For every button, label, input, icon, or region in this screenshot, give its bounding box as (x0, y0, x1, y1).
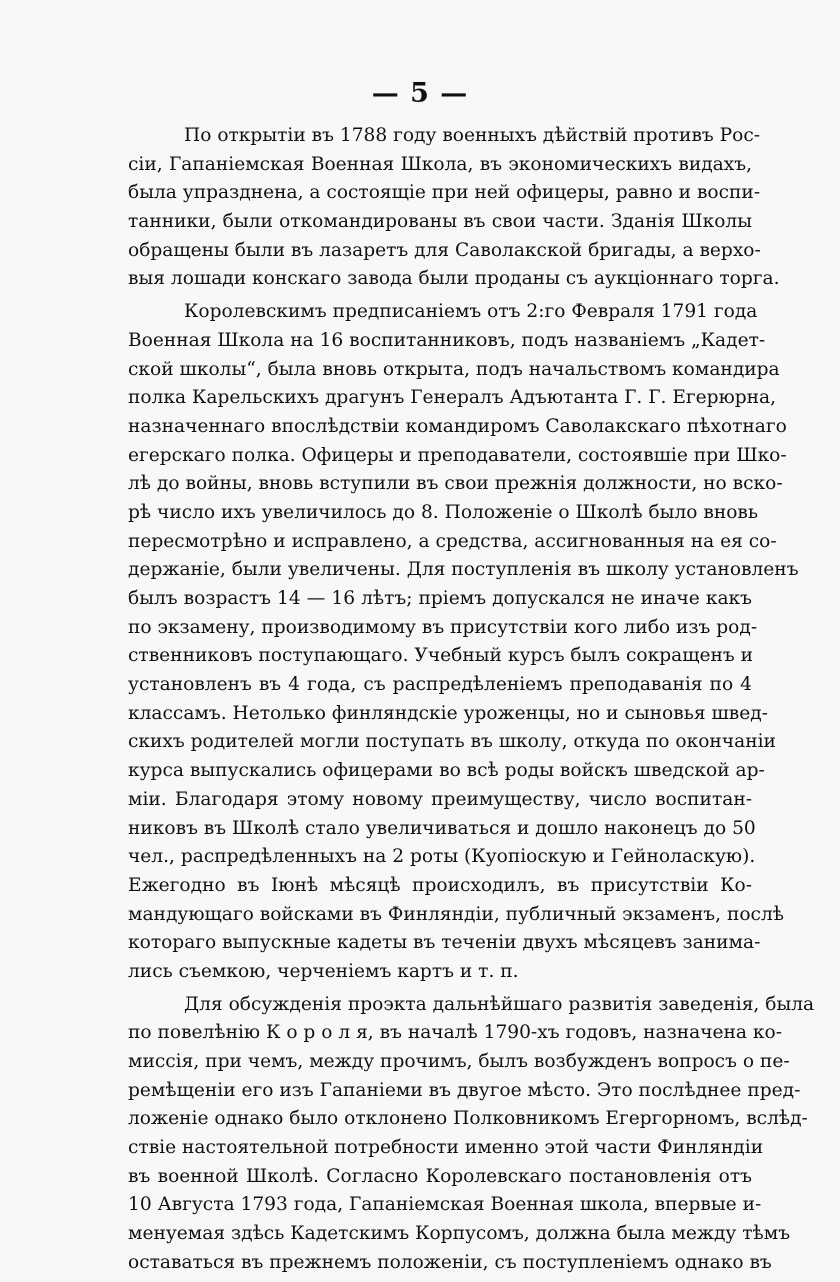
text-line: лѣ до войны, вновь вступили въ свои прежнія должности, но вско- (128, 473, 783, 495)
text-line: въ военной Школѣ. Согласно Королевскаго постановленія отъ (128, 1165, 752, 1187)
text-line: была упразднена, а состоящіе при ней офицеры, равно и воспи- (128, 182, 761, 204)
text-line: Королевскимъ предписаніемъ отъ 2:го Февраля 1791 года (184, 301, 758, 323)
text-line: мандующаго войсками въ Финляндіи, публичный экзаменъ, послѣ (128, 903, 784, 925)
paragraph-1 (128, 122, 780, 294)
text-line: по повелѣнію К о р о л я, въ началѣ 1790-хъ годовъ, назначена ко- (128, 1022, 783, 1044)
text-line: былъ возрастъ 14 — 16 лѣтъ; пріемъ допускался не иначе какъ (128, 588, 752, 609)
text-line: чел., распредѣленныхъ на 2 роты (Куопіоскую и Гейноласкую). (128, 846, 756, 868)
text-line: миссія, при чемъ, между прочимъ, былъ возбужденъ вопросъ о пе- (128, 1051, 790, 1072)
text-line: рѣ число ихъ увеличилось до 8. Положеніе о Школѣ было вновь (128, 501, 759, 523)
text-line: егерскаго полка. Офицеры и преподаватели, состоявшіе при Шко- (128, 444, 787, 466)
text-line: выя лошади конскаго завода были проданы съ аукціоннаго торга. (128, 268, 780, 290)
text-line: классамъ. Нетолько финляндскіе уроженцы, но и сыновья швед- (128, 702, 768, 724)
text-line: ственниковъ поступающаго. Учебный курсъ былъ сокращенъ и (128, 645, 754, 667)
text-line: скихъ родителей могли поступать въ школу, откуда по окончаніи (128, 731, 776, 753)
text-line: полка Карельскихъ драгунъ Генералъ Адъютанта Г. Г. Егерюрна, (128, 387, 777, 409)
text-line: установленъ въ 4 года, съ распредѣленіемъ преподаванія по 4 (128, 674, 752, 696)
text-line: По открытіи въ 1788 году военныхъ дѣйствій противъ Рос- (184, 125, 761, 146)
paragraph-3 (128, 991, 815, 1278)
page-number: — 5 — (371, 78, 469, 109)
text-line: ствіе настоятельной потребности именно этой части Финляндіи (128, 1137, 764, 1159)
text-line: ремѣщеніи его изъ Гапаніеми въ двугое мѣсто. Это послѣднее пред- (128, 1079, 801, 1101)
text-line: лись съемкою, черченіемъ картъ и т. п. (128, 960, 519, 982)
text-line: міи. Благодаря этому новому преимуществу, число воспитан- (128, 788, 752, 810)
text-line: сіи, Гапаніемская Военная Школа, въ экономическихъ видахъ, (128, 153, 752, 175)
text-line: оставаться въ прежнемъ положеніи, съ поступленіемъ однако въ (128, 1251, 772, 1273)
text-line: назначеннаго впослѣдствіи командиромъ Саволакскаго пѣхотнаго (128, 415, 787, 437)
paragraph-2 (128, 298, 799, 987)
text-line: менуемая здѣсь Кадетскимъ Корпусомъ, должна была между тѣмъ (128, 1223, 791, 1245)
text-line: Для обсужденія проэкта дальнѣйшаго развитія заведенія, была (184, 993, 815, 1015)
text-line: пересмотрѣно и исправлено, а средства, ассигнованныя на ея со- (128, 530, 777, 552)
text-line: Военная Школа на 16 воспитанниковъ, подъ названіемъ „Кадет- (128, 329, 766, 351)
text-line: ской школы“, была вновь открыта, подъ начальствомъ командира (128, 358, 780, 380)
body-text (128, 122, 815, 1282)
text-line: держаніе, были увеличены. Для поступленія въ школу установленъ (128, 559, 799, 581)
text-line: по экзамену, производимому въ присутствіи кого либо изъ род- (128, 616, 758, 638)
text-line: ложеніе однако было отклонено Полковникомъ Егергорномъ, вслѣд- (128, 1108, 808, 1130)
text-line: 10 Августа 1793 года, Гапаніемская Военная школа, впервые и- (128, 1194, 762, 1216)
text-line: никовъ въ Школѣ стало увеличиваться и дошло наконецъ до 50 (128, 817, 756, 839)
text-line: танники, были откомандированы въ свои части. Зданія Школы (128, 211, 752, 233)
text-line: курса выпускались офицерами во всѣ роды войскъ шведской ар- (128, 760, 765, 782)
text-line: обращены были въ лазаретъ для Саволакской бригады, а верхо- (128, 239, 761, 261)
text-line: котораго выпускные кадеты въ теченіи двухъ мѣсяцевъ занима- (128, 932, 761, 954)
text-line: Ежегодно въ Іюнѣ мѣсяцѣ происходилъ, въ присутствіи Ко- (128, 874, 752, 896)
